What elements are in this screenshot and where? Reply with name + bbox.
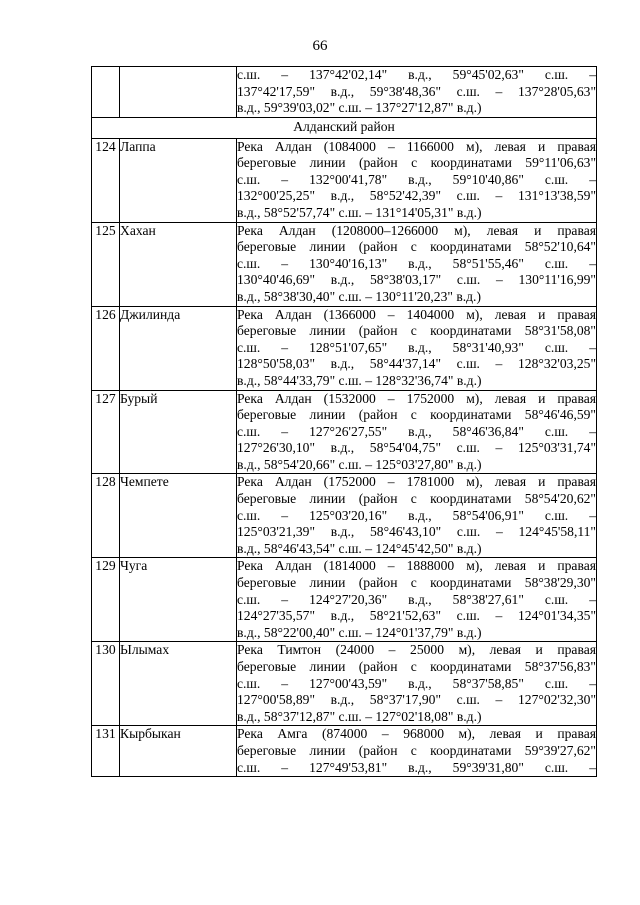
description-line: 127°26'30,10" в.д., 58°54'04,75" с.ш. – 125°03'31,74" bbox=[237, 440, 596, 456]
table-row bbox=[92, 390, 597, 474]
continuation-name-cell bbox=[120, 67, 237, 118]
table-row bbox=[92, 558, 597, 642]
description-line: 128°50'58,03" в.д., 58°44'37,14" с.ш. – 128°32'03,25" bbox=[237, 356, 596, 372]
description-line: 125°03'21,39" в.д., 58°46'43,10" с.ш. – 124°45'58,11" bbox=[237, 524, 596, 540]
description-line: береговые линии (район с координатами 58°52'10,64" bbox=[237, 239, 596, 255]
site-name: Лаппа bbox=[120, 138, 237, 222]
site-description bbox=[237, 138, 597, 222]
description-line: с.ш. – 124°27'20,36" в.д., 58°38'27,61" с.ш. – bbox=[237, 591, 596, 607]
page-number: 66 bbox=[312, 38, 328, 54]
description-line: 132°00'25,25" в.д., 58°52'42,39" с.ш. – 131°13'38,59" bbox=[237, 188, 596, 204]
site-description bbox=[237, 474, 597, 558]
registry-table bbox=[91, 66, 597, 777]
row-number: 124 bbox=[92, 138, 120, 222]
table-row bbox=[92, 726, 597, 777]
site-name: Чемпете bbox=[120, 474, 237, 558]
description-line: с.ш. – 128°51'07,65" в.д., 58°31'40,93" с.ш. – bbox=[237, 339, 596, 355]
description-line: береговые линии (район с координатами 59°11'06,63" bbox=[237, 155, 596, 171]
description-line: в.д., 58°54'20,66" с.ш. – 125°03'27,80" в.д.) bbox=[237, 456, 482, 472]
table-row bbox=[92, 138, 597, 222]
description-line: береговые линии (район с координатами 59°39'27,62" bbox=[237, 742, 596, 758]
site-name: Ылымах bbox=[120, 642, 237, 726]
description-line: 130°40'46,69" в.д., 58°38'03,17" с.ш. – 130°11'16,99" bbox=[237, 272, 596, 288]
description-line: в.д., 58°52'57,74" с.ш. – 131°14'05,31" в.д.) bbox=[237, 204, 482, 220]
description-line: с.ш. – 127°49'53,81" в.д., 59°39'31,80" с.ш. – bbox=[237, 759, 596, 775]
description-line: 127°00'58,89" в.д., 58°37'17,90" с.ш. – 127°02'32,30" bbox=[237, 692, 596, 708]
description-line: береговые линии (район с координатами 58°54'20,62" bbox=[237, 491, 596, 507]
description-line: Река Алдан (1814000 – 1888000 м), левая и правая bbox=[237, 558, 596, 574]
site-description bbox=[237, 558, 597, 642]
continuation-num-cell bbox=[92, 67, 120, 118]
description-line: береговые линии (район с координатами 58°31'58,08" bbox=[237, 323, 596, 339]
description-line: в.д., 58°44'33,79" с.ш. – 128°32'36,74" в.д.) bbox=[237, 372, 482, 388]
site-name: Кырбыкан bbox=[120, 726, 237, 777]
description-line: с.ш. – 137°42'02,14" в.д., 59°45'02,63" с.ш. – bbox=[237, 67, 596, 82]
description-line: береговые линии (район с координатами 58°38'29,30" bbox=[237, 575, 596, 591]
district-title: Алданский район bbox=[92, 118, 597, 139]
site-name: Чуга bbox=[120, 558, 237, 642]
description-line: с.ш. – 125°03'20,16" в.д., 58°54'06,91" с.ш. – bbox=[237, 507, 596, 523]
table-row bbox=[92, 306, 597, 390]
row-number: 127 bbox=[92, 390, 120, 474]
site-description bbox=[237, 726, 597, 777]
site-description bbox=[237, 642, 597, 726]
row-number: 129 bbox=[92, 558, 120, 642]
description-line: 124°27'35,57" в.д., 58°21'52,63" с.ш. – 124°01'34,35" bbox=[237, 608, 596, 624]
site-name: Бурый bbox=[120, 390, 237, 474]
description-line: с.ш. – 132°00'41,78" в.д., 59°10'40,86" с.ш. – bbox=[237, 171, 596, 187]
table-row bbox=[92, 474, 597, 558]
row-number: 130 bbox=[92, 642, 120, 726]
description-line: с.ш. – 127°26'27,55" в.д., 58°46'36,84" с.ш. – bbox=[237, 423, 596, 439]
district-row bbox=[92, 118, 597, 139]
description-line: в.д., 59°39'03,02" с.ш. – 137°27'12,87" в.д.) bbox=[237, 100, 482, 116]
site-name: Джилинда bbox=[120, 306, 237, 390]
row-number: 125 bbox=[92, 222, 120, 306]
site-name: Хахан bbox=[120, 222, 237, 306]
description-line: в.д., 58°37'12,87" с.ш. – 127°02'18,08" в.д.) bbox=[237, 708, 482, 724]
description-line: с.ш. – 127°00'43,59" в.д., 58°37'58,85" с.ш. – bbox=[237, 675, 596, 691]
row-number: 131 bbox=[92, 726, 120, 777]
description-line: Река Алдан (1084000 – 1166000 м), левая и правая bbox=[237, 138, 596, 154]
continuation-description bbox=[237, 67, 597, 118]
description-line: в.д., 58°22'00,40" с.ш. – 124°01'37,79" в.д.) bbox=[237, 624, 482, 640]
description-line: Река Алдан (1208000–1266000 м), левая и правая bbox=[237, 222, 596, 238]
description-line: с.ш. – 130°40'16,13" в.д., 58°51'55,46" с.ш. – bbox=[237, 255, 596, 271]
site-description bbox=[237, 222, 597, 306]
site-description bbox=[237, 306, 597, 390]
description-line: Река Тимтон (24000 – 25000 м), левая и правая bbox=[237, 642, 596, 658]
description-line: Река Алдан (1366000 – 1404000 м), левая и правая bbox=[237, 306, 596, 322]
row-number: 126 bbox=[92, 306, 120, 390]
table-row bbox=[92, 642, 597, 726]
description-line: Река Амга (874000 – 968000 м), левая и правая bbox=[237, 726, 596, 742]
description-line: Река Алдан (1752000 – 1781000 м), левая и правая bbox=[237, 474, 596, 490]
table-row bbox=[92, 222, 597, 306]
description-line: береговые линии (район с координатами 58°46'46,59" bbox=[237, 407, 596, 423]
row-number: 128 bbox=[92, 474, 120, 558]
description-line: 137°42'17,59" в.д., 59°38'48,36" с.ш. – 137°28'05,63" bbox=[237, 83, 596, 99]
description-line: Река Алдан (1532000 – 1752000 м), левая и правая bbox=[237, 390, 596, 406]
description-line: в.д., 58°38'30,40" с.ш. – 130°11'20,23" в.д.) bbox=[237, 288, 481, 304]
description-line: в.д., 58°46'43,54" с.ш. – 124°45'42,50" в.д.) bbox=[237, 540, 482, 556]
continuation-row bbox=[92, 67, 597, 118]
description-line: береговые линии (район с координатами 58°37'56,83" bbox=[237, 659, 596, 674]
site-description bbox=[237, 390, 597, 474]
